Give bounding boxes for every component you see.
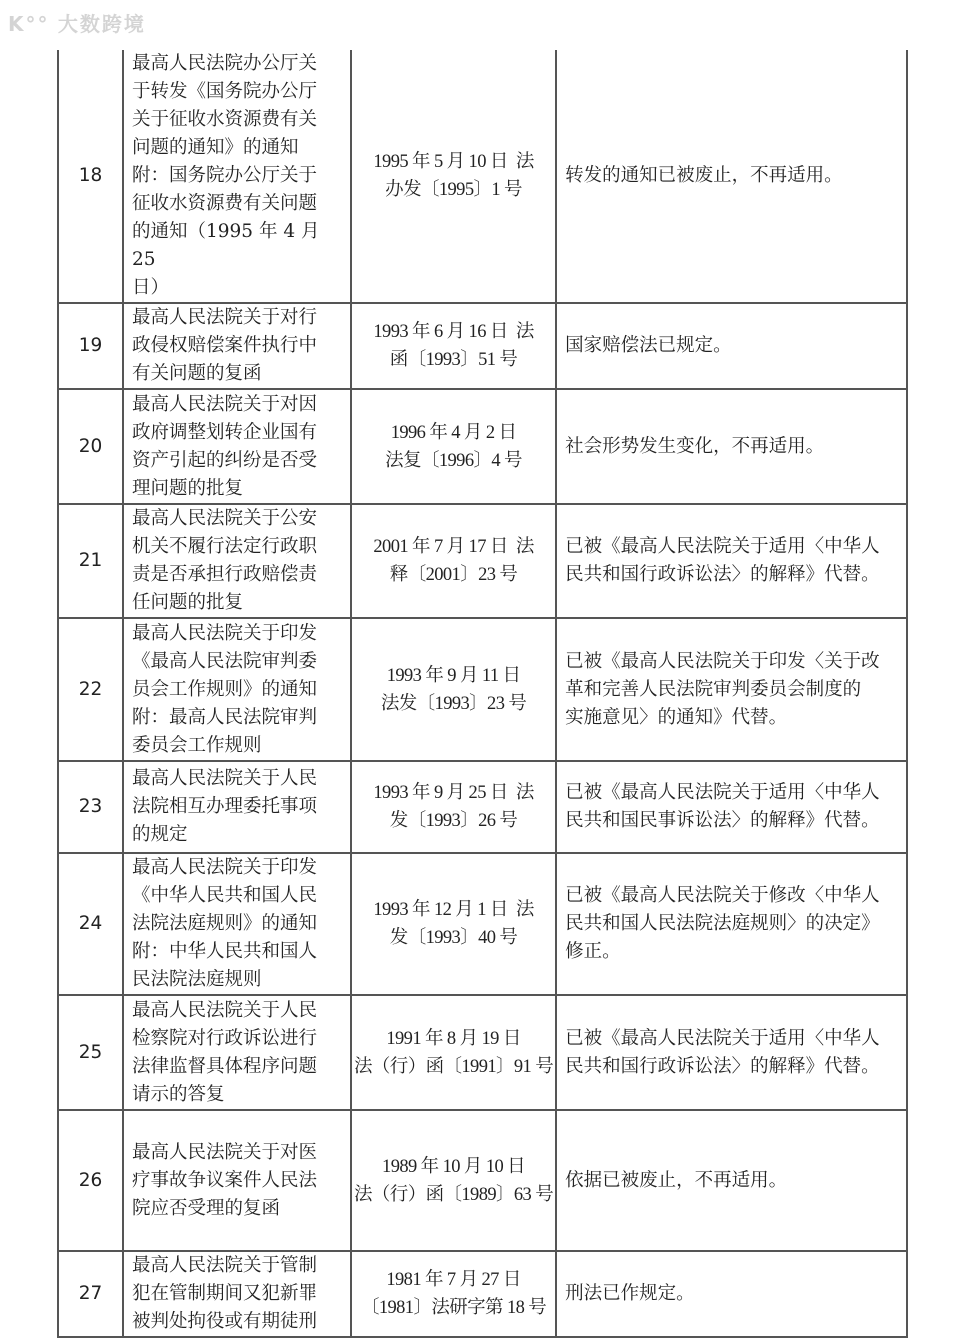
row-number: 26 <box>58 1110 123 1251</box>
issue-date-and-number: 1991 年 8 月 19 日 法（行）函〔1991〕91 号 <box>351 995 556 1110</box>
repeal-reason: 已被《最高人民法院关于适用〈中华人 民共和国行政诉讼法〉的解释》代替。 <box>556 504 907 618</box>
document-title: 最高人民法院关于人民 法院相互办理委托事项 的规定 <box>123 761 351 853</box>
table-row <box>58 761 907 853</box>
issue-date-and-number: 1993 年 6 月 16 日 法 函〔1993〕51 号 <box>351 303 556 389</box>
document-title: 最高人民法院关于人民 检察院对行政诉讼进行 法律监督具体程序问题 请示的答复 <box>123 995 351 1110</box>
issue-date-and-number: 1995 年 5 月 10 日 法 办发〔1995〕1 号 <box>351 50 556 303</box>
repeal-reason: 依据已被废止，不再适用。 <box>556 1110 907 1251</box>
table-row <box>58 995 907 1110</box>
issue-date-and-number: 1993 年 9 月 25 日 法 发〔1993〕26 号 <box>351 761 556 853</box>
table-row <box>58 853 907 995</box>
document-title: 最高人民法院关于对行 政侵权赔偿案件执行中 有关问题的复函 <box>123 303 351 389</box>
table-row <box>58 50 907 303</box>
table-row <box>58 1110 907 1251</box>
row-number: 21 <box>58 504 123 618</box>
row-number: 24 <box>58 853 123 995</box>
row-number: 27 <box>58 1251 123 1337</box>
regulation-table <box>57 50 908 1338</box>
repeal-reason: 国家赔偿法已规定。 <box>556 303 907 389</box>
repeal-reason: 已被《最高人民法院关于印发〈关于改 革和完善人民法院审判委员会制度的 实施意见〉的通知》代替。 <box>556 618 907 761</box>
issue-date-and-number: 1981 年 7 月 27 日 〔1981〕法研字第 18 号 <box>351 1251 556 1337</box>
table-row <box>58 303 907 389</box>
watermark: K°° 大数跨境 <box>8 12 146 36</box>
row-number: 18 <box>58 50 123 303</box>
table-row <box>58 618 907 761</box>
document-title: 最高人民法院关于对医 疗事故争议案件人民法 院应否受理的复函 <box>123 1110 351 1251</box>
row-number: 22 <box>58 618 123 761</box>
repeal-reason: 已被《最高人民法院关于适用〈中华人 民共和国民事诉讼法〉的解释》代替。 <box>556 761 907 853</box>
table-row <box>58 504 907 618</box>
repeal-reason: 社会形势发生变化，不再适用。 <box>556 389 907 504</box>
issue-date-and-number: 1993 年 9 月 11 日 法发〔1993〕23 号 <box>351 618 556 761</box>
issue-date-and-number: 1993 年 12 月 1 日 法 发〔1993〕40 号 <box>351 853 556 995</box>
row-number: 19 <box>58 303 123 389</box>
repeal-reason: 刑法已作规定。 <box>556 1251 907 1337</box>
watermark-logo-icon: K°° <box>8 12 50 36</box>
repeal-reason: 已被《最高人民法院关于适用〈中华人 民共和国行政诉讼法〉的解释》代替。 <box>556 995 907 1110</box>
repeal-reason: 转发的通知已被废止，不再适用。 <box>556 50 907 303</box>
row-number: 25 <box>58 995 123 1110</box>
document-title: 最高人民法院办公厅关 于转发《国务院办公厅 关于征收水资源费有关 问题的通知》的通知 附：国务院办公厅关于 征收水资源费有关问题 的通知（1995 年 4 月 25 日） <box>123 50 351 303</box>
table-row <box>58 1251 907 1337</box>
issue-date-and-number: 1989 年 10 月 10 日 法（行）函〔1989〕63 号 <box>351 1110 556 1251</box>
document-title: 最高人民法院关于对因 政府调整划转企业国有 资产引起的纠纷是否受 理问题的批复 <box>123 389 351 504</box>
issue-date-and-number: 1996 年 4 月 2 日 法复〔1996〕4 号 <box>351 389 556 504</box>
table-row <box>58 389 907 504</box>
document-title: 最高人民法院关于印发 《中华人民共和国人民 法院法庭规则》的通知 附：中华人民共和国人 民法院法庭规则 <box>123 853 351 995</box>
repeal-reason: 已被《最高人民法院关于修改〈中华人 民共和国人民法院法庭规则〉的决定》 修正。 <box>556 853 907 995</box>
document-title: 最高人民法院关于管制 犯在管制期间又犯新罪 被判处拘役或有期徒刑 <box>123 1251 351 1337</box>
document-title: 最高人民法院关于公安 机关不履行法定行政职 责是否承担行政赔偿责 任问题的批复 <box>123 504 351 618</box>
issue-date-and-number: 2001 年 7 月 17 日 法 释〔2001〕23 号 <box>351 504 556 618</box>
row-number: 20 <box>58 389 123 504</box>
document-title: 最高人民法院关于印发 《最高人民法院审判委 员会工作规则》的通知 附：最高人民法院审判 委员会工作规则 <box>123 618 351 761</box>
row-number: 23 <box>58 761 123 853</box>
